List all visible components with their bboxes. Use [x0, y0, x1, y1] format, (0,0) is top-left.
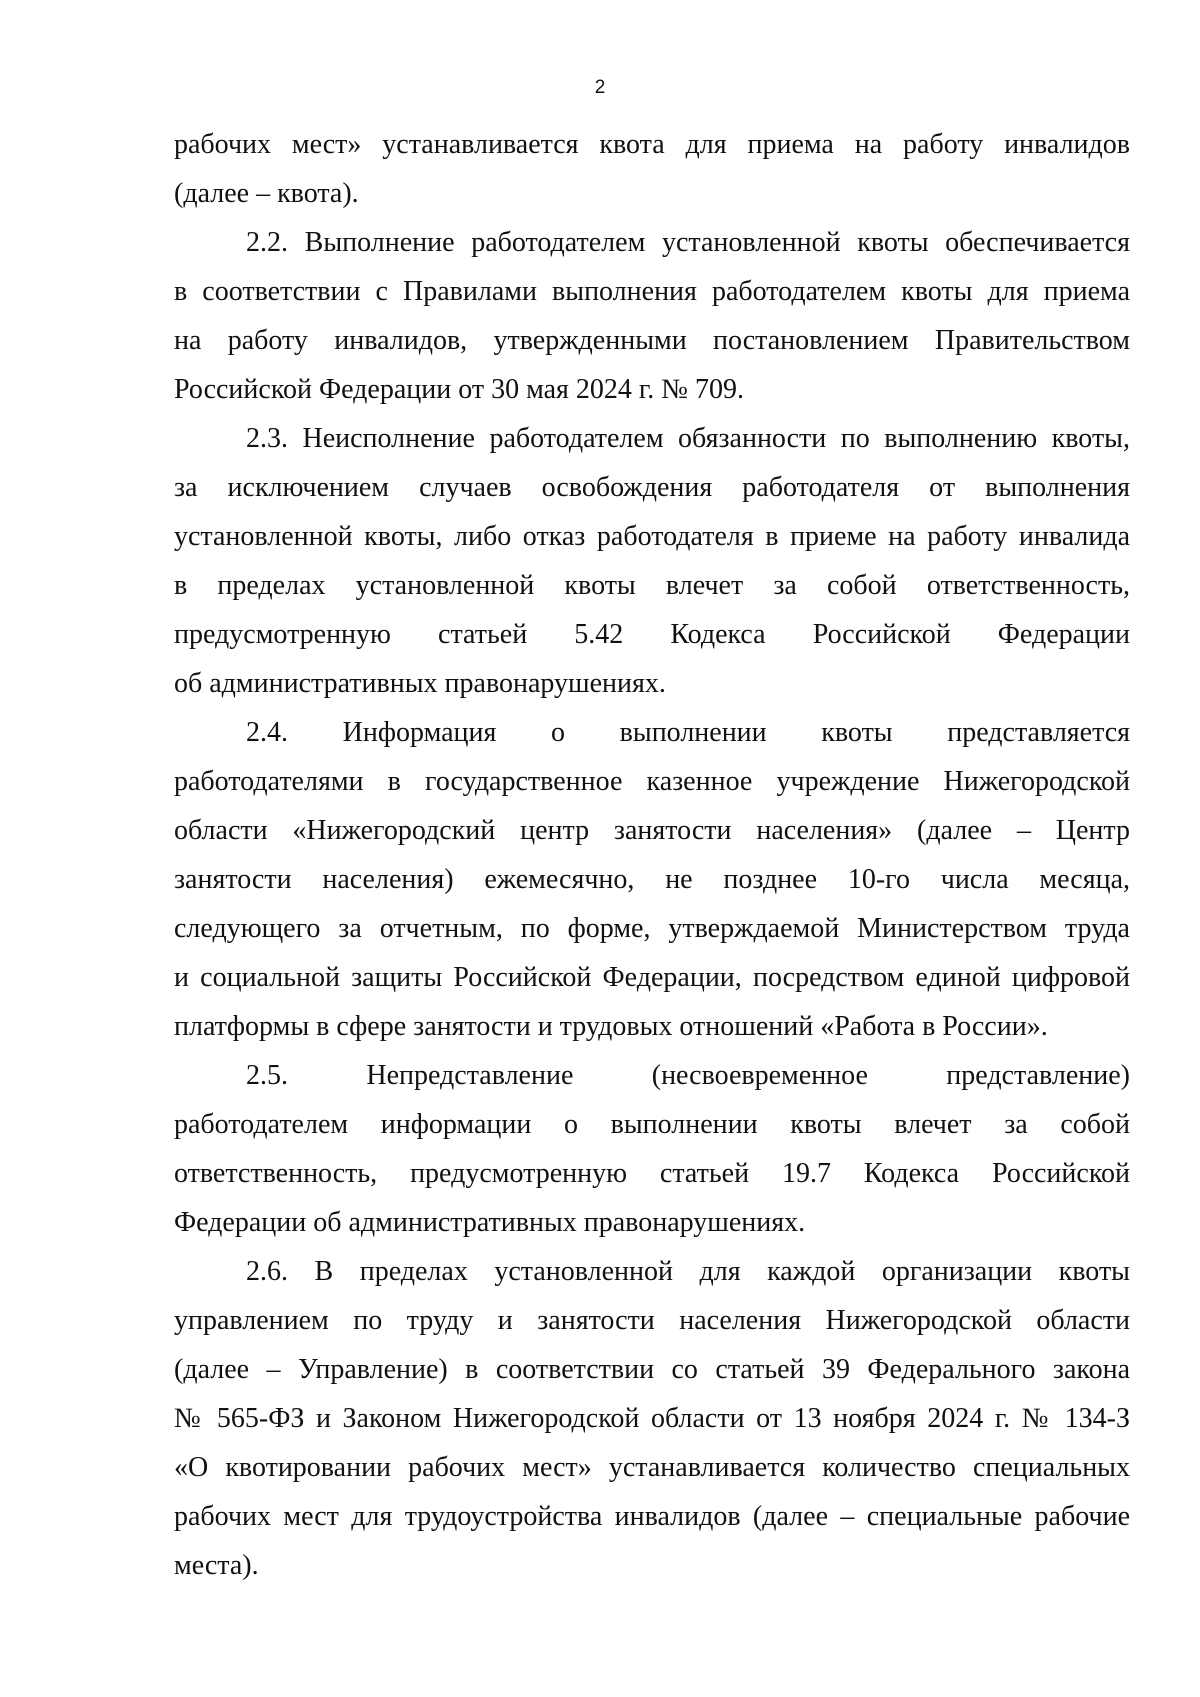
text-line: области «Нижегородский центр занятости населения» (далее – Центр [174, 815, 1130, 846]
text-line: работодателем информации о выполнении квоты влечет за собой [174, 1109, 1130, 1140]
paragraph-first-line: 2.3. Неисполнение работодателем обязанности по выполнению квоты, [246, 423, 1130, 454]
text-line: на работу инвалидов, утвержденными постановлением Правительством [174, 325, 1130, 356]
document-body [174, 120, 1130, 1590]
text-line: за исключением случаев освобождения работодателя от выполнения [174, 472, 1130, 503]
paragraph-first-line: 2.5. Непредставление (несвоевременное представление) [246, 1060, 1130, 1091]
text-line: следующего за отчетным, по форме, утверждаемой Министерством труда [174, 913, 1130, 944]
paragraph-first-line: 2.6. В пределах установленной для каждой организации квоты [246, 1256, 1130, 1287]
text-line: Российской Федерации от 30 мая 2024 г. № 709. [174, 374, 744, 405]
text-line: (далее – Управление) в соответствии со статьей 39 Федерального закона [174, 1354, 1130, 1385]
text-line: и социальной защиты Российской Федерации, посредством единой цифровой [174, 962, 1130, 993]
paragraph-first-line: 2.4. Информация о выполнении квоты представляется [246, 717, 1130, 748]
text-line: платформы в сфере занятости и трудовых отношений «Работа в России». [174, 1011, 1048, 1042]
text-line: предусмотренную статьей 5.42 Кодекса Российской Федерации [174, 619, 1130, 650]
text-line: в пределах установленной квоты влечет за собой ответственность, [174, 570, 1130, 601]
text-line: об административных правонарушениях. [174, 668, 666, 699]
text-line: Федерации об административных правонарушениях. [174, 1207, 806, 1238]
paragraph-first-line: 2.2. Выполнение работодателем установленной квоты обеспечивается [246, 227, 1130, 258]
text-line: установленной квоты, либо отказ работодателя в приеме на работу инвалида [174, 521, 1130, 552]
text-line: рабочих мест для трудоустройства инвалидов (далее – специальные рабочие [174, 1501, 1130, 1532]
text-line: рабочих мест» устанавливается квота для приема на работу инвалидов [174, 129, 1130, 160]
text-line: занятости населения) ежемесячно, не позднее 10-го числа месяца, [174, 864, 1130, 895]
text-line: ответственность, предусмотренную статьей 19.7 Кодекса Российской [174, 1158, 1130, 1189]
text-line: управлением по труду и занятости населения Нижегородской области [174, 1305, 1130, 1336]
text-line: в соответствии с Правилами выполнения работодателем квоты для приема [174, 276, 1130, 307]
text-line: № 565-ФЗ и Законом Нижегородской области от 13 ноября 2024 г. № 134-З [174, 1403, 1130, 1434]
text-line: «О квотировании рабочих мест» устанавливается количество специальных [174, 1452, 1130, 1483]
text-line: места). [174, 1550, 259, 1581]
page-number: 2 [594, 77, 606, 98]
text-line: работодателями в государственное казенное учреждение Нижегородской [174, 766, 1130, 797]
text-line: (далее – квота). [174, 178, 359, 209]
